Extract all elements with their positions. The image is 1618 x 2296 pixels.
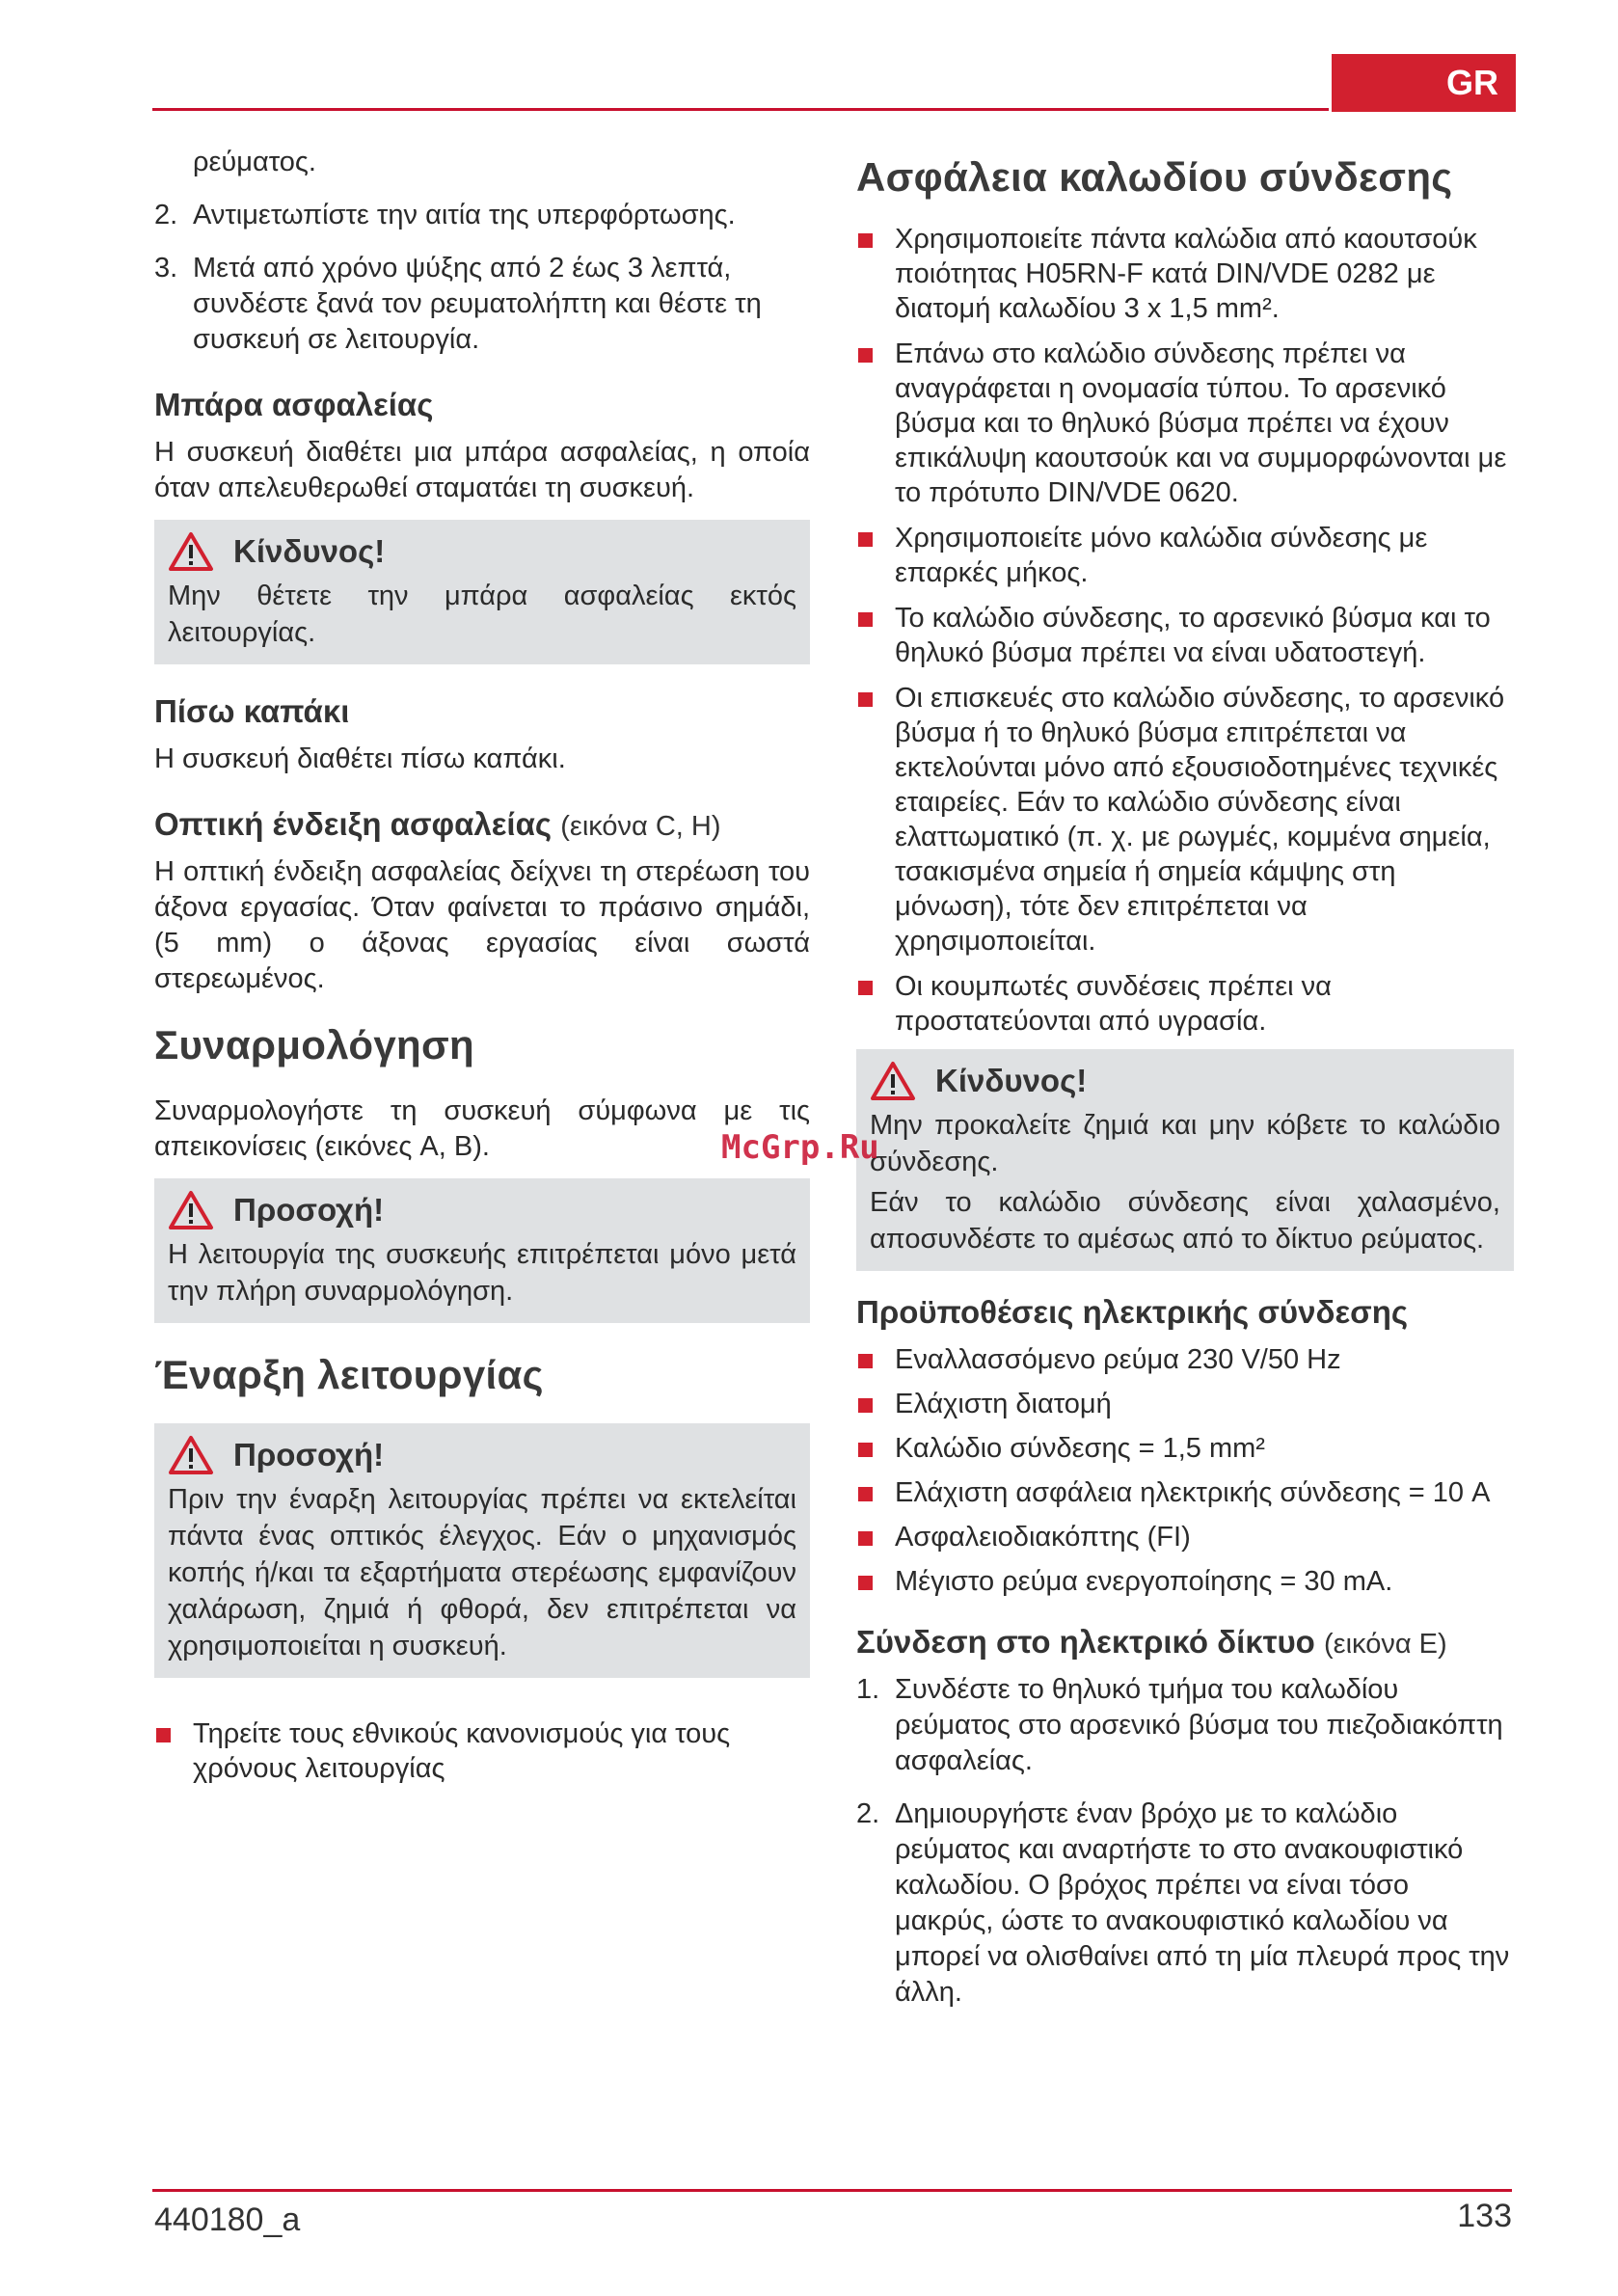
back-cover-text: Η συσκευή διαθέτει πίσω καπάκι. xyxy=(154,743,566,774)
danger-text: Μην προκαλείτε ζημιά και μην κόβετε το καλώδιο σύνδεσης. xyxy=(870,1110,1500,1177)
list-item: Ελάχιστη ασφάλεια ηλεκτρικής σύνδεσης = 10 A xyxy=(856,1475,1514,1510)
continued-text: ρεύματος. xyxy=(193,147,316,177)
bullet-square-icon xyxy=(858,1354,873,1368)
list-item: Ελάχιστη διατομή xyxy=(856,1387,1514,1421)
watermark: McGrp.Ru xyxy=(721,1128,879,1167)
language-tab: GR xyxy=(1332,54,1516,112)
bullet-square-icon xyxy=(858,612,873,627)
caution-text: Πριν την έναρξη λειτουργίας πρέπει να εκτελείται πάντα ένας οπτικός έλεγχος. Εάν ο μηχανισμός κοπής ή/και τα εξαρτήματα στερέωσης εμφανίζουν χαλάρωση, ζημιά ή φθορά, δεν επιτρέπεται να χρησιμοποιείται η συσκευή. xyxy=(168,1484,796,1661)
optical-indicator-heading: Οπτική ένδειξη ασφαλείας (εικόνα C, H) xyxy=(154,806,721,842)
danger-title: Κίνδυνος! xyxy=(233,533,386,569)
mains-connection-heading: Σύνδεση στο ηλεκτρικό δίκτυο (εικόνα E) xyxy=(856,1624,1447,1660)
document-id: 440180_a xyxy=(154,2201,301,2238)
left-column xyxy=(154,145,810,1796)
bullet-square-icon xyxy=(858,233,873,248)
list-item: Οι επισκευές στο καλώδιο σύνδεσης, το αρσενικό βύσμα ή το θηλυκό βύσμα επιτρέπεται να εκτελούνται μόνο από εξουσιοδοτημένες τεχνικές εταιρείες. Εάν το καλώδιο σύνδεσης είναι ελαττωματικό (π. χ. με ρωγμές, κομμένα σημεία, τσακισμένα σημεία ή σημεία κάμψης στη μόνωση), τότε δεν επιτρέπεται να χρησιμοποιείται. xyxy=(856,681,1514,959)
caution-box xyxy=(154,1423,810,1678)
cable-safety-heading: Ασφάλεια καλωδίου σύνδεσης xyxy=(856,154,1453,200)
back-cover-heading: Πίσω καπάκι xyxy=(154,693,350,729)
bullet-square-icon xyxy=(858,532,873,547)
list-item: 2. Αντιμετωπίστε την αιτία της υπερφόρτωσης. xyxy=(154,200,736,230)
operating-time-list xyxy=(154,1716,810,1786)
caution-box xyxy=(154,1178,810,1323)
list-item: Επάνω στο καλώδιο σύνδεσης πρέπει να αναγράφεται η ονομασία τύπου. Το αρσενικό βύσμα και το θηλυκό βύσμα πρέπει να έχουν επικάλυψη καουτσούκ και να συμμορφώνονται με το πρότυπο DIN/VDE 0620. xyxy=(856,337,1514,510)
list-item: Καλώδιο σύνδεσης = 1,5 mm² xyxy=(856,1431,1514,1466)
optical-indicator-text: Η οπτική ένδειξη ασφαλείας δείχνει τη στερέωση του άξονα εργασίας. Όταν φαίνεται το πράσινο σημάδι, (5 mm) ο άξονας εργασίας είναι σωστά στερεωμένος. xyxy=(154,856,810,994)
list-item: Το καλώδιο σύνδεσης, το αρσενικό βύσμα και το θηλυκό βύσμα πρέπει να είναι υδατοστεγή. xyxy=(856,601,1514,670)
list-item: Χρησιμοποιείτε μόνο καλώδια σύνδεσης με επαρκές μήκος. xyxy=(856,521,1514,590)
warning-triangle-icon xyxy=(168,1435,214,1475)
right-column xyxy=(856,154,1514,2028)
bullet-square-icon xyxy=(858,348,873,363)
footer-rule xyxy=(152,2189,1512,2192)
danger-box xyxy=(154,520,810,664)
list-item: Τηρείτε τους εθνικούς κανονισμούς για τους χρόνους λειτουργίας xyxy=(154,1716,810,1786)
bullet-square-icon xyxy=(858,1443,873,1457)
cable-safety-list xyxy=(856,222,1514,1039)
danger-text: Εάν το καλώδιο σύνδεσης είναι χαλασμένο, αποσυνδέστε το αμέσως από το δίκτυο ρεύματος. xyxy=(870,1187,1500,1255)
overload-steps xyxy=(154,198,810,358)
safety-bar-heading: Μπάρα ασφαλείας xyxy=(154,387,434,422)
bullet-square-icon xyxy=(858,1531,873,1546)
list-item: Ασφαλειοδιακόπτης (FI) xyxy=(856,1520,1514,1554)
danger-box xyxy=(856,1049,1514,1271)
list-item: Οι κουμπωτές συνδέσεις πρέπει να προστατεύονται από υγρασία. xyxy=(856,969,1514,1039)
list-item: Μέγιστο ρεύμα ενεργοποίησης = 30 mA. xyxy=(856,1564,1514,1599)
requirements-list xyxy=(856,1342,1514,1599)
warning-triangle-icon xyxy=(168,531,214,572)
header-rule xyxy=(152,108,1329,111)
list-item: Χρησιμοποιείτε πάντα καλώδια από καουτσούκ ποιότητας H05RN-F κατά DIN/VDE 0282 με διατομή καλωδίου 3 x 1,5 mm². xyxy=(856,222,1514,326)
caution-text: Η λειτουργία της συσκευής επιτρέπεται μόνο μετά την πλήρη συναρμολόγηση. xyxy=(168,1239,796,1307)
danger-title: Κίνδυνος! xyxy=(935,1063,1088,1098)
bullet-square-icon xyxy=(858,1576,873,1590)
list-item: 1. Συνδέστε το θηλυκό τμήμα του καλωδίου ρεύματος στο αρσενικό βύσμα του πιεζοδιακόπτη ασφαλείας. xyxy=(856,1674,1503,1776)
assembly-text: Συναρμολογήστε τη συσκευή σύμφωνα με τις απεικονίσεις (εικόνες A, B). xyxy=(154,1095,810,1162)
assembly-heading: Συναρμολόγηση xyxy=(154,1022,474,1067)
bullet-square-icon xyxy=(858,981,873,995)
page-number: 133 xyxy=(1457,2198,1512,2234)
mains-connection-steps xyxy=(856,1672,1514,2011)
startup-heading: Έναρξη λειτουργίας xyxy=(154,1352,544,1397)
list-item: 2. Δημιουργήστε έναν βρόχο με το καλώδιο ρεύματος και αναρτήστε το στο ανακουφιστικό καλωδίου. Ο βρόχος πρέπει να είναι τόσο μακρύς, ώστε το ανακουφιστικό καλωδίου να μπορεί να ολισθαίνει από τη μία πλευρά προς την άλλη. xyxy=(856,1798,1510,2008)
safety-bar-text: Η συσκευή διαθέτει μια μπάρα ασφαλείας, η οποία όταν απελευθερωθεί σταματάει τη συσκευή. xyxy=(154,437,810,503)
list-item: 3. Μετά από χρόνο ψύξης από 2 έως 3 λεπτά, συνδέστε ξανά τον ρευματολήπτη και θέστε τη συσκευή σε λειτουργία. xyxy=(154,253,762,355)
bullet-square-icon xyxy=(858,1487,873,1501)
bullet-square-icon xyxy=(858,692,873,707)
requirements-heading: Προϋποθέσεις ηλεκτρικής σύνδεσης xyxy=(856,1294,1409,1330)
danger-text: Μην θέτετε την μπάρα ασφαλείας εκτός λειτουργίας. xyxy=(168,581,796,648)
caution-title: Προσοχή! xyxy=(233,1437,385,1472)
bullet-square-icon xyxy=(156,1728,171,1742)
warning-triangle-icon xyxy=(168,1190,214,1230)
caution-title: Προσοχή! xyxy=(233,1192,385,1228)
list-item: Εναλλασσόμενο ρεύμα 230 V/50 Hz xyxy=(856,1342,1514,1377)
warning-triangle-icon xyxy=(870,1061,916,1101)
bullet-square-icon xyxy=(858,1398,873,1413)
